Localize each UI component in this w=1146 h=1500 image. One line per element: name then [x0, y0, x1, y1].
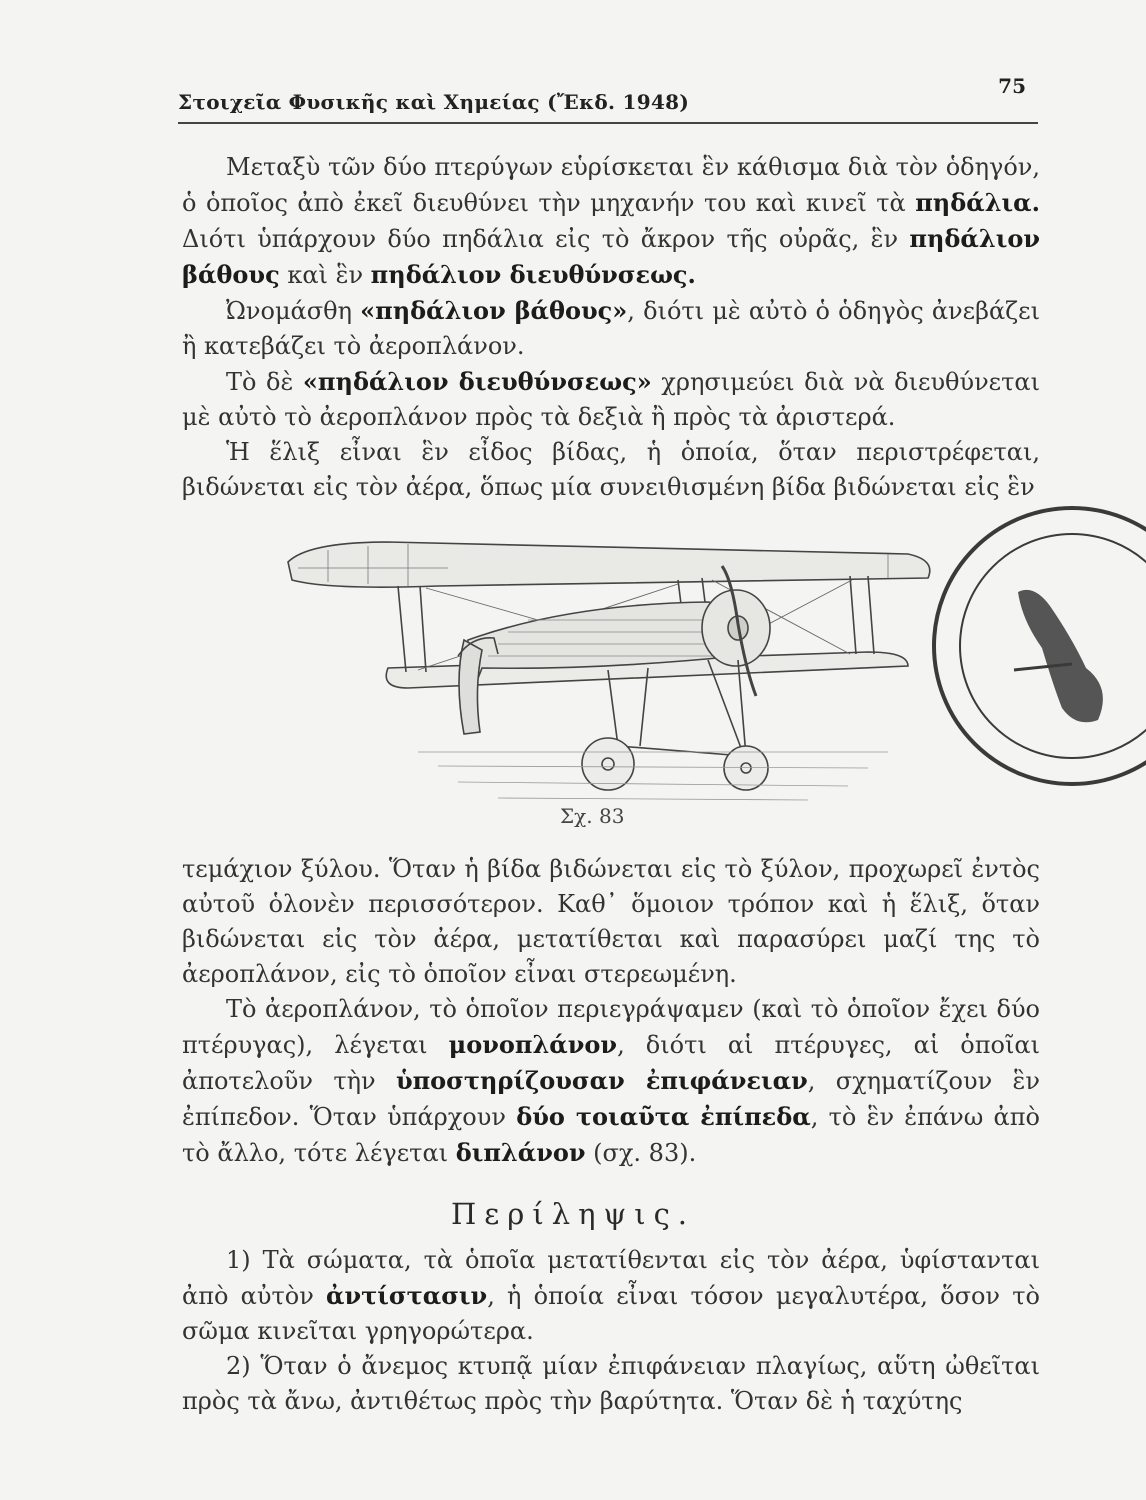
text-run: Ὠνομάσθη [226, 297, 361, 325]
paragraph [182, 435, 1040, 505]
text-run: 1) Τὰ σώματα, τὰ ὁποῖα μετατίθενται εἰς τὸν ἀέρα, ὑφίστανται ἀπὸ αὐτὸν [182, 1246, 1040, 1310]
text-run: τεμάχιον ξύλου. Ὅταν ἡ βίδα βιδώνεται εἰς τὸ ξύλον, προχωρεῖ ἐντὸς αὐτοῦ ὁλονὲν περισσότερον. Καθ᾿ ὅμοιον τρόπον καὶ ἡ ἕλιξ, ὅταν βιδώνεται εἰς τὸν ἀέρα, μετατίθεται καὶ παρασύρει μαζί της τὸ ἀεροπλάνον, εἰς τὸ ὁποῖον εἶναι στερεωμένη. [182, 855, 1040, 988]
bold-term: πηδάλιον διευθύνσεως. [370, 260, 696, 289]
text-run: Τὸ ἀεροπλάνον, τὸ ὁποῖον περιεγράψαμεν (καὶ τὸ ὁποῖον ἔχει δύο πτέρυγας), λέγεται [182, 995, 1040, 1059]
text-run: χρησιμεύει διὰ νὰ διευθύνεται μὲ αὐτὸ τὸ ἀεροπλάνον πρὸς τὰ δεξιὰ ἢ πρὸς τὰ ἀριστερά. [182, 368, 1040, 431]
paragraph [182, 364, 1040, 435]
text-run: 2) Ὅταν ὁ ἄνεμος κτυπᾷ μίαν ἐπιφάνειαν πλαγίως, αὕτη ὠθεῖται πρὸς τὰ ἄνω, ἀντιθέτως πρὸς τὴν βαρύτητα. Ὅταν δὲ ἡ ταχύτης [182, 1352, 1040, 1415]
biplane-drawing [268, 520, 948, 805]
paragraph [182, 150, 1040, 293]
library-stamp [922, 488, 1146, 800]
text-run: , σχηματίζουν ἓν ἐπίπεδον. Ὅταν ὑπάρχουν [182, 1067, 1041, 1131]
bold-term: μονοπλάνον [448, 1030, 618, 1059]
text-block-bottom [182, 852, 1040, 1171]
text-run: , ἡ ὁποία εἶναι τόσον μεγαλυτέρα, ὅσον τὸ σῶμα κινεῖται γρηγορώτερα. [182, 1282, 1040, 1345]
paragraph [182, 1349, 1040, 1419]
page-number: 75 [998, 74, 1026, 98]
text-run: , τὸ ἓν ἐπάνω ἀπὸ τὸ ἄλλο, τότε λέγεται [182, 1103, 1040, 1167]
bold-term: ὑποστηρίζουσαν ἐπιφάνειαν [395, 1066, 808, 1095]
text-run: (σχ. 83). [585, 1139, 697, 1167]
biplane-illustration [268, 520, 948, 805]
summary-block [182, 1243, 1040, 1419]
bold-term: «πηδάλιον βάθους» [360, 296, 628, 325]
bold-term: δύο τοιαῦτα ἐπίπεδα [516, 1102, 811, 1131]
running-header [178, 70, 1038, 124]
paragraph [182, 852, 1040, 992]
section-title: Περίληψις. [450, 1197, 696, 1231]
text-run: Τὸ δὲ [226, 368, 303, 396]
text-block-top [182, 150, 1040, 505]
figure-caption: Σχ. 83 [560, 804, 625, 828]
text-run: Μεταξὺ τῶν δύο πτερύγων εὑρίσκεται ἓν κάθισμα διὰ τὸν ὁδηγόν, ὁ ὁποῖος ἀπὸ ἐκεῖ διευθύνει τὴν μηχανήν του καὶ κινεῖ τὰ [182, 153, 1040, 217]
bold-term: πηδάλιον βάθους [182, 224, 1040, 289]
bold-term: διπλάνον [455, 1138, 586, 1167]
paragraph [182, 293, 1040, 364]
text-run: Διότι ὑπάρχουν δύο πηδάλια εἰς τὸ ἄκρον τῆς οὐρᾶς, ἓν [182, 225, 910, 253]
text-run: , διότι μὲ αὐτὸ ὁ ὁδηγὸς ἀνεβάζει ἢ κατεβάζει τὸ ἀεροπλάνον. [182, 297, 1040, 360]
text-run: καὶ ἓν [279, 261, 371, 289]
bold-term: «πηδάλιον διευθύνσεως» [302, 367, 652, 396]
library-stamp-seal [922, 488, 1146, 800]
header-title: Στοιχεῖα Φυσικῆς καὶ Χημείας (Ἔκδ. 1948) [178, 90, 690, 114]
text-run: , διότι αἱ πτέρυγες, αἱ ὁποῖαι ἀποτελοῦν τὴν [182, 1031, 1041, 1095]
bold-term: πηδάλια. [915, 188, 1040, 217]
paragraph [182, 1243, 1040, 1349]
bold-term: ἀντίστασιν [326, 1281, 488, 1310]
text-run: Ἡ ἕλιξ εἶναι ἓν εἶδος βίδας, ἡ ὁποία, ὅταν περιστρέφεται, βιδώνεται εἰς τὸν ἀέρα, ὅπως μία συνειθισμένη βίδα βιδώνεται εἰς ἓν [182, 438, 1040, 501]
paragraph [182, 992, 1040, 1171]
